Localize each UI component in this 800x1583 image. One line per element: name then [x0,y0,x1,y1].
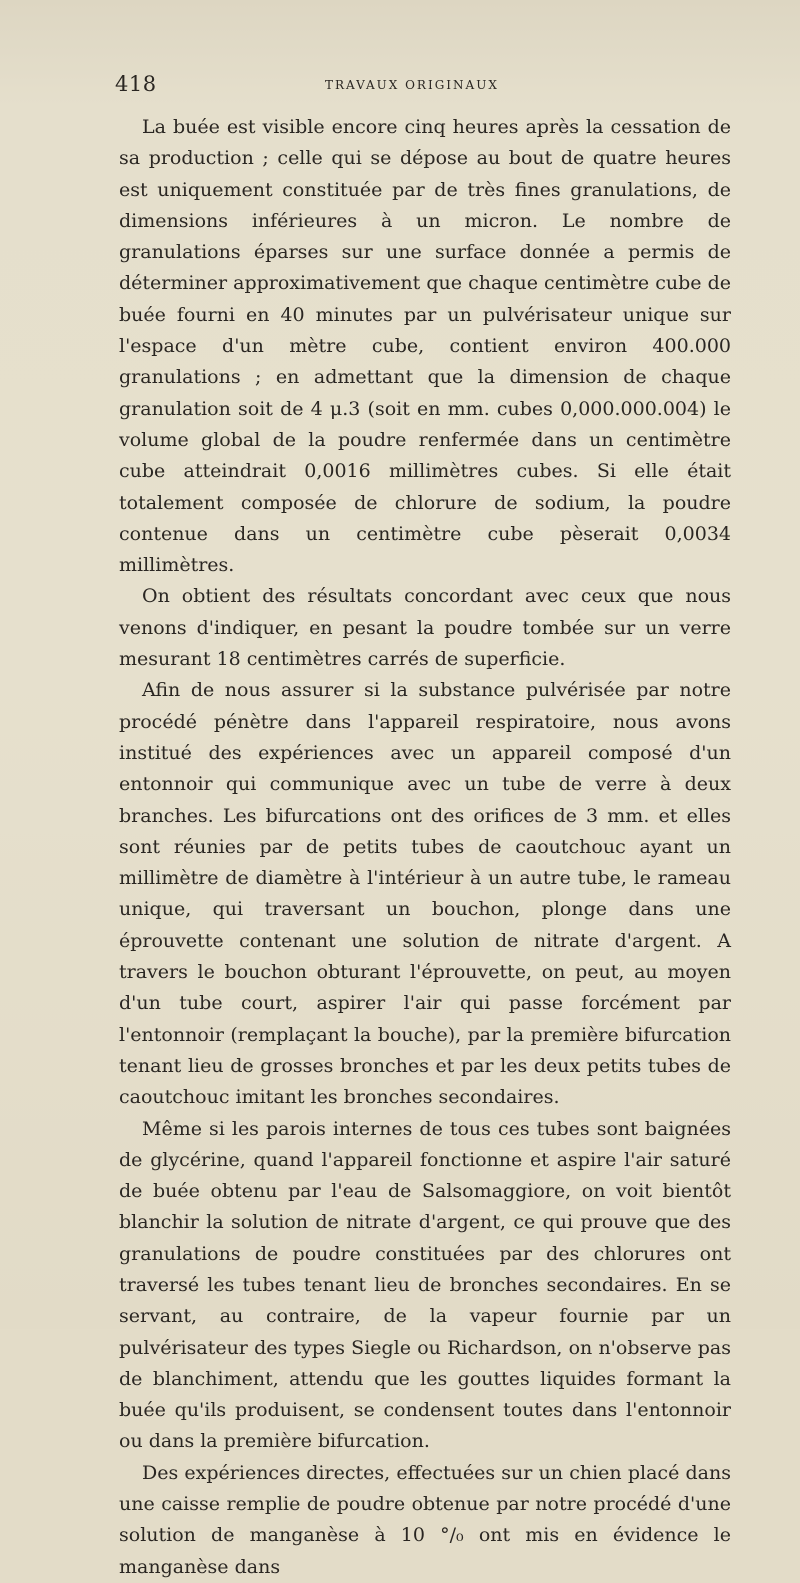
paragraph: Afin de nous assurer si la substance pulvérisée par notre procédé pénètre dans l'appareil respiratoire, nous avons institué des expériences avec un appareil composé d'un entonnoir qui communique avec un tube de verre à deux branches. Les bifurcations ont des orifices de 3 mm. et elles sont réunies par de petits tubes de caoutchouc ayant un millimètre de diamètre à l'intérieur à un autre tube, le rameau unique, qui traversant un bouchon, plonge dans une éprouvette contenant une solution de nitrate d'argent. A travers le bouchon obturant l'éprouvette, on peut, au moyen d'un tube court, aspirer l'air qui passe forcément par l'entonnoir (remplaçant la bouche), par la première bifurcation tenant lieu de grosses bronches et par les deux petits tubes de caoutchouc imitant les bronches secondaires. [119,679,731,1109]
paragraph: Même si les parois internes de tous ces tubes sont baignées de glycérine, quand l'appareil fonctionne et aspire l'air saturé de buée obtenu par l'eau de Salsomaggiore, on voit bientôt blanchir la solution de nitrate d'argent, ce qui prouve que des granulations de poudre constituées par des chlorures ont traversé les tubes tenant lieu de bronches secondaires. En se servant, au contraire, de la vapeur fournie par un pulvérisateur des types Siegle ou Richardson, on n'observe pas de blanchiment, attendu que les gouttes liquides formant la buée qu'ils produisent, se condensent toutes dans l'entonnoir ou dans la première bifurcation. [119,1117,731,1453]
paragraph: Des expériences directes, effectuées sur un chien placé dans une caisse remplie de poudre obtenue par notre procédé d'une solution de manganèse à 10 °/₀ ont mis en évidence le manganèse dans [119,1461,731,1578]
body-text [119,112,731,1583]
page-number: 418 [115,72,157,96]
running-title: TRAVAUX ORIGINAUX [325,78,499,92]
paragraph: On obtient des résultats concordant avec ceux que nous venons d'indiquer, en pesant la poudre tombée sur un verre mesurant 18 centimètres carrés de superficie. [119,585,731,671]
paragraph: La buée est visible encore cinq heures après la cessation de sa production ; celle qui se dépose au bout de quatre heures est uniquement constituée par de très fines granulations, de dimensions inférieures à un micron. Le nombre de granulations éparses sur une surface donnée a permis de déterminer approximativement que chaque centimètre cube de buée fourni en 40 minutes par un pulvérisateur unique sur l'espace d'un mètre cube, contient environ 400.000 granulations ; en admettant que la dimension de chaque granulation soit de 4 μ.3 (soit en mm. cubes 0,000.000.004) le volume global de la poudre renfermée dans un centimètre cube atteindrait 0,0016 millimètres cubes. Si elle était totalement composée de chlorure de sodium, la poudre contenue dans un centimètre cube pèserait 0,0034 millimètres. [119,116,731,577]
page-header [115,72,715,102]
